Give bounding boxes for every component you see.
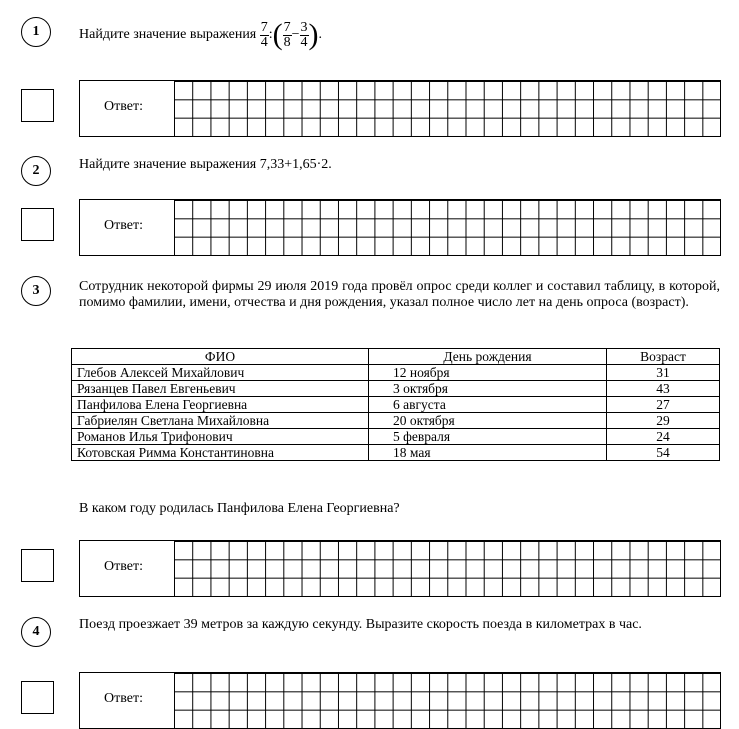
fraction-denominator: 4 <box>260 34 268 50</box>
answer-grid-3[interactable] <box>174 541 721 596</box>
header-birthday: День рождения <box>369 349 607 365</box>
fraction-3-4 <box>300 21 309 50</box>
fraction-denominator: 4 <box>300 34 308 50</box>
answer-label: Ответ: <box>104 691 143 706</box>
table-row <box>72 445 720 461</box>
cell-age: 29 <box>607 413 720 429</box>
answer-checkbox-2[interactable] <box>21 208 54 241</box>
colon-sign: : <box>268 27 273 42</box>
header-fio: ФИО <box>72 349 369 365</box>
fraction-denominator: 8 <box>283 34 291 50</box>
table-row <box>72 381 720 397</box>
fraction-7-4 <box>260 21 269 50</box>
answer-box-4 <box>79 672 721 729</box>
answer-label: Ответ: <box>104 218 143 233</box>
task-2-expression: 7,33+1,65·2. <box>259 157 332 172</box>
minus-sign: − <box>291 27 300 42</box>
answer-checkbox-3[interactable] <box>21 549 54 582</box>
fraction-numerator: 7 <box>283 19 291 35</box>
task-1-number: 1 <box>21 17 51 47</box>
answer-checkbox-4[interactable] <box>21 681 54 714</box>
cell-birthday: 20 октября <box>369 413 607 429</box>
cell-fio: Габриелян Светлана Михайловна <box>72 413 369 429</box>
cell-birthday: 6 августа <box>369 397 607 413</box>
task-2-prompt: Найдите значение выражения <box>79 157 257 172</box>
fraction-numerator: 3 <box>300 19 308 35</box>
task-1-prompt: Найдите значение выражения <box>79 27 257 43</box>
task-2-number: 2 <box>21 156 51 186</box>
answer-box-2 <box>79 199 721 256</box>
cell-age: 43 <box>607 381 720 397</box>
cell-fio: Рязанцев Павел Евгеньевич <box>72 381 369 397</box>
answer-grid-1[interactable] <box>174 81 721 136</box>
task-1-text: Найдите значение выражения $\frac{7}{4}$ :( $\frac{7}{8}$ − $\frac{3}{4}$ ). <box>79 18 323 51</box>
cell-fio: Панфилова Елена Георгиевна <box>72 397 369 413</box>
cell-fio: Котовская Римма Константиновна <box>72 445 369 461</box>
answer-checkbox-1[interactable] <box>21 89 54 122</box>
cell-fio: Глебов Алексей Михайлович <box>72 365 369 381</box>
answer-label: Ответ: <box>104 99 143 114</box>
fraction-7-8 <box>283 21 292 50</box>
table-row <box>72 413 720 429</box>
answer-grid-2[interactable] <box>174 200 721 255</box>
answer-box-1 <box>79 80 721 137</box>
cell-age: 24 <box>607 429 720 445</box>
task-3-number: 3 <box>21 276 51 306</box>
table-header-row <box>72 349 720 365</box>
table-row <box>72 429 720 445</box>
cell-birthday: 18 мая <box>369 445 607 461</box>
fraction-numerator: 7 <box>260 19 268 35</box>
period: . <box>318 27 323 42</box>
survey-table <box>71 348 720 461</box>
task-2-text <box>79 157 720 173</box>
header-age: Возраст <box>607 349 720 365</box>
cell-birthday: 5 февраля <box>369 429 607 445</box>
task-3-question: В каком году родилась Панфилова Елена Георгиевна? <box>79 501 400 516</box>
task-4-number: 4 <box>21 617 51 647</box>
cell-birthday: 3 октября <box>369 381 607 397</box>
answer-label: Ответ: <box>104 559 143 574</box>
answer-box-3 <box>79 540 721 597</box>
task-3-text: Сотрудник некоторой фирмы 29 июля 2019 года провёл опрос среди коллег и составил таблицу, в которой, помимо фамилии, имени, отчества и дня рождения, указал полное число лет на день опроса (возраст). <box>79 279 720 310</box>
table-row <box>72 365 720 381</box>
cell-age: 54 <box>607 445 720 461</box>
answer-grid-4[interactable] <box>174 673 721 728</box>
cell-age: 27 <box>607 397 720 413</box>
cell-age: 31 <box>607 365 720 381</box>
cell-fio: Романов Илья Трифонович <box>72 429 369 445</box>
cell-birthday: 12 ноября <box>369 365 607 381</box>
table-row <box>72 397 720 413</box>
task-4-text: Поезд проезжает 39 метров за каждую секунду. Выразите скорость поезда в километрах в час. <box>79 617 642 632</box>
